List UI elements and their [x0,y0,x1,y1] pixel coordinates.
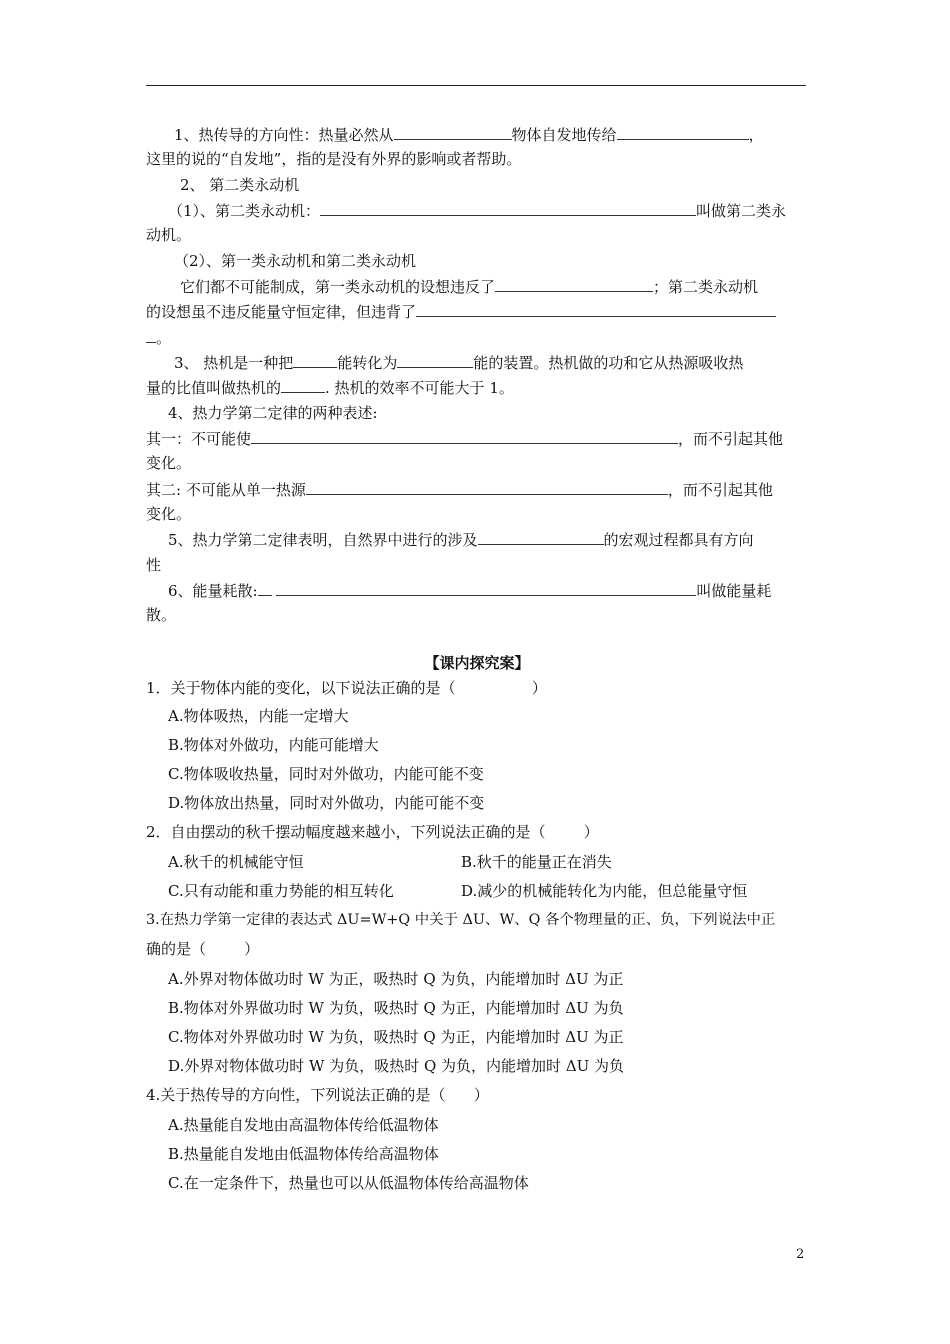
blank-2-1 [320,200,696,216]
blank-4a [251,428,678,444]
item-1-text-b: 物体自发地传给 [511,126,617,144]
item-3-text-d: 量的比值叫做热机的 [146,379,282,397]
item-2-heading: 2、 第二类永动机 [180,176,300,194]
question-2-option-b: B.秋千的能量正在消失 [461,853,612,871]
question-1-option-d: D.物体放出热量，同时对外做功，内能可能不变 [168,794,485,812]
blank-5 [478,529,604,545]
blank-3b [397,352,473,368]
question-3-stem: 3.在热力学第一定律的表达式 ΔU=W+Q 中关于 ΔU、W、Q 各个物理量的正、负，下列说法中正 [146,912,776,928]
item-4-first-text: 其一：不可能使 [146,430,252,448]
item-4-first-cont: 变化。 [146,454,192,472]
item-4-second-cont: 变化。 [146,505,192,523]
item-1-line [174,124,836,145]
blank-4b [306,479,668,495]
question-3-option-a: A.外界对物体做功时 W 为正，吸热时 Q 为负，内能增加时 ΔU 为正 [168,970,624,988]
question-3-option-d: D.外界对物体做功时 W 为负，吸热时 Q 为负，内能增加时 ΔU 为负 [168,1057,625,1075]
item-2-2-end: 。 [156,329,172,347]
item-2-1-text: （1）、第二类永动机： [168,202,321,220]
item-4-second-tail: ，而不引起其他 [667,481,773,499]
question-1-option-a: A.物体吸热，内能一定增大 [168,707,349,725]
item-3-text-e: . 热机的效率不可能大于 1。 [325,379,514,397]
item-1-note: 这里的说的“自发地”，指的是没有外界的影响或者帮助。 [146,150,522,168]
section-title: 【课内探究案】 [424,654,530,672]
question-3-stem-cont: 确的是（ ） [146,940,260,958]
question-4-option-a: A.热量能自发地由高温物体传给低温物体 [168,1116,439,1134]
item-2-1-cont: 动机。 [146,226,192,244]
item-2-2-line2 [146,301,808,322]
item-6-cont: 散。 [146,606,177,624]
item-2-2-heading: （2）、第一类永动机和第二类永动机 [174,252,417,270]
question-4-stem: 4.关于热传导的方向性，下列说法正确的是（ ） [146,1086,489,1104]
item-2-2-line3 [146,327,808,348]
question-2-option-a: A.秋千的机械能守恒 [168,853,304,871]
header-rule [146,85,806,86]
item-1-text-c: ， [748,126,764,144]
blank-2-2a [495,276,653,292]
item-5-text: 5、热力学第二定律表明，自然界中进行的涉及 [168,531,478,549]
blank-6b [276,580,696,596]
blank-1b [617,124,749,140]
blank-3c [281,377,325,393]
question-4-option-c: C.在一定条件下，热量也可以从低温物体传给高温物体 [168,1174,529,1192]
item-6-line [168,580,830,601]
item-2-2-text: 它们都不可能制成，第一类永动机的设想违反了 [180,278,496,296]
blank-3a [293,352,337,368]
item-4-second-text: 其二: 不可能从单一热源 [146,481,306,499]
item-4-first-line [146,428,808,449]
question-1-option-c: C.物体吸收热量，同时对外做功，内能可能不变 [168,765,484,783]
page-number: 2 [796,1247,805,1262]
item-2-1-line [168,200,830,221]
item-4-second-line [146,479,808,500]
item-5-tail: 的宏观过程都具有方向 [603,531,754,549]
item-3-line [174,352,836,373]
blank-6a [258,580,272,596]
question-4-option-b: B.热量能自发地由低温物体传给高温物体 [168,1145,439,1163]
item-1-text-a: 1、热传导的方向性：热量必然从 [174,126,394,144]
blank-2-2b [416,301,776,317]
blank-1a [394,124,512,140]
blank-2-2c [146,327,156,343]
question-2-option-d: D.减少的机械能转化为内能，但总能量守恒 [461,882,748,900]
item-6-text: 6、能量耗散: [168,582,258,600]
item-2-2-text2: 的设想虽不违反能量守恒定律，但违背了 [146,303,417,321]
item-4-heading: 4、热力学第二定律的两种表述: [168,404,378,422]
question-2-stem: 2．自由摆动的秋千摆动幅度越来越小，下列说法正确的是（ ） [146,823,599,841]
item-2-1-tail: 叫做第二类永 [696,202,787,220]
item-3-text-a: 3、 热机是一种把 [174,354,294,372]
item-6-tail: 叫做能量耗 [696,582,772,600]
question-3-option-b: B.物体对外界做功时 W 为负，吸热时 Q 为正，内能增加时 ΔU 为负 [168,999,624,1017]
question-2-option-c: C.只有动能和重力势能的相互转化 [168,882,394,900]
item-2-2-line [180,276,842,297]
item-2-2-tail: ；第二类永动机 [653,278,759,296]
item-3-text-b: 能转化为 [337,354,398,372]
item-5-cont: 性 [146,556,162,574]
item-3-line2 [146,377,808,398]
item-5-line [168,529,830,550]
question-3-option-c: C.物体对外界做功时 W 为负，吸热时 Q 为正，内能增加时 ΔU 为正 [168,1028,624,1046]
item-4-first-tail: ，而不引起其他 [678,430,784,448]
question-1-stem: 1．关于物体内能的变化，以下说法正确的是（ ） [146,679,547,697]
item-3-text-c: 能的装置。热机做的功和它从热源吸收热 [473,354,744,372]
question-1-option-b: B.物体对外做功，内能可能增大 [168,736,379,754]
